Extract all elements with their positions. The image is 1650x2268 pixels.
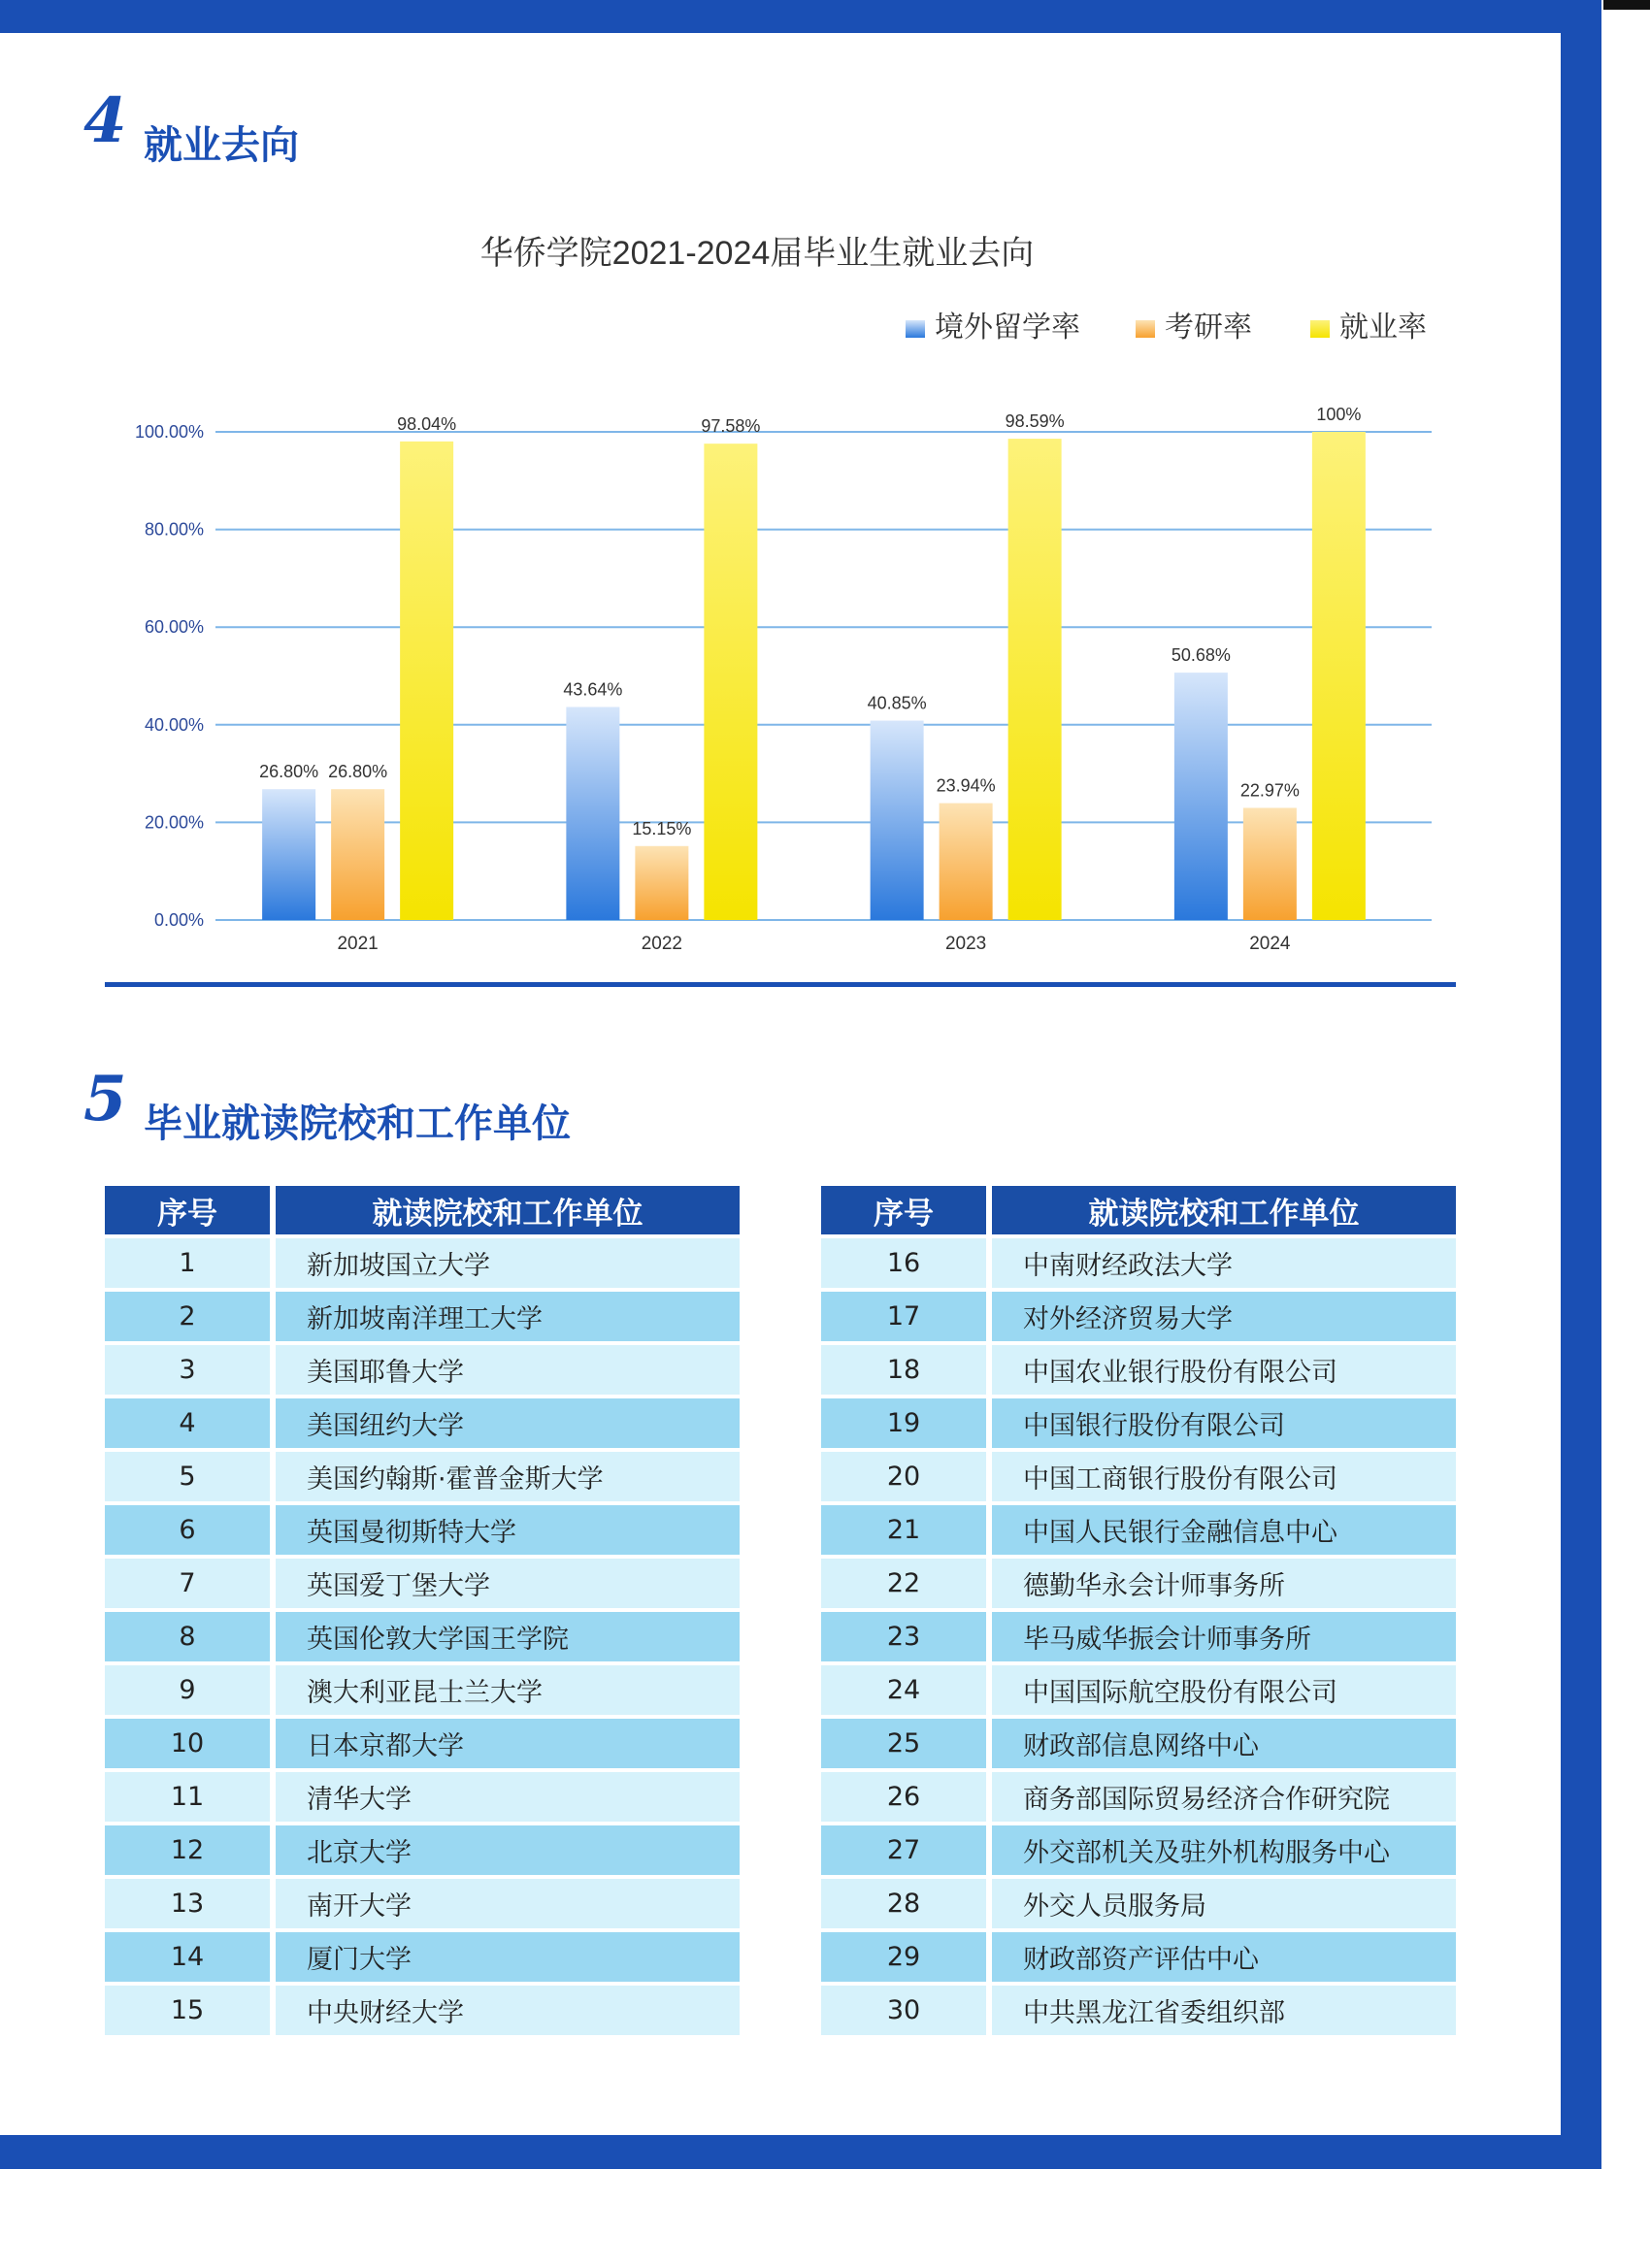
legend-swatch	[1310, 320, 1330, 338]
row-number: 22	[821, 1559, 986, 1608]
table-row	[105, 1879, 740, 1928]
table-row	[105, 1986, 740, 2035]
y-tick-label: 40.00%	[144, 714, 204, 735]
table-row	[821, 1292, 1456, 1341]
y-tick-label: 80.00%	[144, 519, 204, 540]
chart-divider	[105, 982, 1456, 987]
row-unit-name: 中央财经大学	[276, 1986, 740, 2035]
row-number: 27	[821, 1825, 986, 1875]
row-number: 1	[105, 1238, 270, 1288]
row-number: 2	[105, 1292, 270, 1341]
table-row	[105, 1772, 740, 1822]
table-row	[821, 1932, 1456, 1982]
table-row	[821, 1559, 1456, 1608]
row-number: 24	[821, 1665, 986, 1715]
row-unit-name: 中国工商银行股份有限公司	[992, 1452, 1456, 1501]
row-unit-name: 财政部信息网络中心	[992, 1719, 1456, 1768]
table-row	[821, 1665, 1456, 1715]
table-row	[105, 1505, 740, 1555]
table-row	[105, 1665, 740, 1715]
row-number: 9	[105, 1665, 270, 1715]
row-unit-name: 中共黑龙江省委组织部	[992, 1986, 1456, 2035]
data-label: 22.97%	[1239, 780, 1300, 801]
data-label: 50.68%	[1171, 645, 1231, 666]
row-number: 14	[105, 1932, 270, 1982]
row-number: 3	[105, 1345, 270, 1395]
row-unit-name: 德勤华永会计师事务所	[992, 1559, 1456, 1608]
section-number: 4	[83, 84, 127, 157]
row-unit-name: 英国伦敦大学国王学院	[276, 1612, 740, 1661]
table-row	[105, 1612, 740, 1661]
row-unit-name: 中国银行股份有限公司	[992, 1398, 1456, 1448]
row-unit-name: 外交部机关及驻外机构服务中心	[992, 1825, 1456, 1875]
x-tick-label: 2023	[944, 934, 987, 954]
table-row	[105, 1398, 740, 1448]
row-number: 18	[821, 1345, 986, 1395]
table-row	[821, 1612, 1456, 1661]
row-number: 12	[105, 1825, 270, 1875]
row-unit-name: 对外经济贸易大学	[992, 1292, 1456, 1341]
row-number: 13	[105, 1879, 270, 1928]
row-number: 28	[821, 1879, 986, 1928]
row-unit-name: 英国曼彻斯特大学	[276, 1505, 740, 1555]
row-unit-name: 新加坡国立大学	[276, 1238, 740, 1288]
row-number: 21	[821, 1505, 986, 1555]
row-unit-name: 南开大学	[276, 1879, 740, 1928]
section-title: 毕业就读院校和工作单位	[144, 1101, 571, 1146]
data-label: 15.15%	[632, 818, 692, 838]
x-tick-label: 2021	[337, 934, 379, 954]
row-number: 10	[105, 1719, 270, 1768]
legend-label: 就业率	[1339, 312, 1427, 344]
row-unit-name: 清华大学	[276, 1772, 740, 1822]
header-unit: 就读院校和工作单位	[276, 1186, 740, 1234]
table-body	[821, 1238, 1456, 2035]
x-tick-label: 2024	[1249, 934, 1291, 954]
row-number: 20	[821, 1452, 986, 1501]
section-title: 就业去向	[144, 123, 299, 168]
table-body	[105, 1238, 740, 2035]
row-number: 25	[821, 1719, 986, 1768]
table-row	[821, 1772, 1456, 1822]
chart-legend	[906, 312, 1427, 344]
row-unit-name: 美国耶鲁大学	[276, 1345, 740, 1395]
row-number: 7	[105, 1559, 270, 1608]
y-tick-label: 100.00%	[134, 422, 204, 442]
bar	[566, 707, 619, 920]
table-row	[105, 1932, 740, 1982]
table-row	[821, 1345, 1456, 1395]
bar	[704, 444, 757, 920]
row-unit-name: 厦门大学	[276, 1932, 740, 1982]
bar	[400, 442, 453, 920]
legend-label: 考研率	[1165, 312, 1252, 344]
table-header	[105, 1186, 740, 1234]
bar	[635, 846, 688, 920]
chart-bars	[259, 405, 1366, 920]
y-tick-label: 0.00%	[153, 910, 204, 930]
table-row	[105, 1238, 740, 1288]
table-row	[105, 1559, 740, 1608]
row-unit-name: 中南财经政法大学	[992, 1238, 1456, 1288]
table-row	[821, 1825, 1456, 1875]
table-header	[821, 1186, 1456, 1234]
row-unit-name: 澳大利亚昆士兰大学	[276, 1665, 740, 1715]
table-row	[821, 1398, 1456, 1448]
row-number: 8	[105, 1612, 270, 1661]
table-row	[821, 1238, 1456, 1288]
data-label: 23.94%	[936, 775, 996, 796]
row-unit-name: 北京大学	[276, 1825, 740, 1875]
row-unit-name: 外交人员服务局	[992, 1879, 1456, 1928]
data-label: 26.80%	[259, 762, 319, 782]
row-unit-name: 美国纽约大学	[276, 1398, 740, 1448]
row-number: 5	[105, 1452, 270, 1501]
bar	[940, 804, 993, 920]
data-label: 26.80%	[328, 762, 388, 782]
page-frame-right	[1561, 0, 1601, 2169]
x-tick-label: 2022	[641, 934, 683, 954]
table-row	[105, 1719, 740, 1768]
data-label: 97.58%	[701, 416, 761, 437]
corner-mark	[1603, 0, 1650, 10]
bar	[1008, 439, 1062, 920]
row-number: 17	[821, 1292, 986, 1341]
bar	[1174, 673, 1228, 920]
row-number: 6	[105, 1505, 270, 1555]
data-label: 98.59%	[1005, 411, 1065, 432]
destination-table-right	[821, 1186, 1456, 2035]
bar	[262, 789, 315, 920]
bar	[331, 789, 384, 920]
row-number: 23	[821, 1612, 986, 1661]
bar	[1312, 432, 1366, 920]
bar	[871, 721, 924, 920]
destination-table-left	[105, 1186, 740, 2035]
row-number: 4	[105, 1398, 270, 1448]
chart-title: 华侨学院2021-2024届毕业生就业去向	[479, 235, 1035, 272]
y-tick-label: 60.00%	[144, 617, 204, 638]
table-row	[105, 1292, 740, 1341]
row-number: 30	[821, 1986, 986, 2035]
table-row	[821, 1719, 1456, 1768]
row-number: 29	[821, 1932, 986, 1982]
row-number: 26	[821, 1772, 986, 1822]
row-unit-name: 中国国际航空股份有限公司	[992, 1665, 1456, 1715]
data-label: 100%	[1316, 405, 1362, 424]
header-number: 序号	[821, 1186, 986, 1234]
row-unit-name: 中国人民银行金融信息中心	[992, 1505, 1456, 1555]
header-unit: 就读院校和工作单位	[992, 1186, 1456, 1234]
legend-swatch	[1136, 320, 1155, 338]
data-label: 40.85%	[867, 693, 927, 713]
page-frame-top	[0, 0, 1601, 33]
table-row	[105, 1452, 740, 1501]
chart-grid	[135, 422, 1432, 930]
row-unit-name: 毕马威华振会计师事务所	[992, 1612, 1456, 1661]
row-number: 15	[105, 1986, 270, 2035]
row-unit-name: 财政部资产评估中心	[992, 1932, 1456, 1982]
row-unit-name: 商务部国际贸易经济合作研究院	[992, 1772, 1456, 1822]
row-unit-name: 中国农业银行股份有限公司	[992, 1345, 1456, 1395]
table-row	[821, 1505, 1456, 1555]
row-number: 11	[105, 1772, 270, 1822]
employment-bar-chart	[97, 218, 1456, 966]
row-number: 19	[821, 1398, 986, 1448]
page-frame-bottom	[0, 2135, 1601, 2169]
row-number: 16	[821, 1238, 986, 1288]
table-row	[821, 1986, 1456, 2035]
table-row	[105, 1345, 740, 1395]
bar	[1243, 807, 1297, 920]
legend-label: 境外留学率	[935, 312, 1080, 344]
x-axis-labels	[337, 934, 1290, 954]
y-tick-label: 20.00%	[144, 812, 204, 833]
section-number: 5	[83, 1063, 127, 1135]
data-label: 98.04%	[397, 413, 457, 434]
table-row	[105, 1825, 740, 1875]
legend-swatch	[906, 320, 925, 338]
row-unit-name: 新加坡南洋理工大学	[276, 1292, 740, 1341]
table-row	[821, 1452, 1456, 1501]
table-row	[821, 1879, 1456, 1928]
data-label: 43.64%	[563, 679, 623, 700]
row-unit-name: 英国爱丁堡大学	[276, 1559, 740, 1608]
row-unit-name: 日本京都大学	[276, 1719, 740, 1768]
row-unit-name: 美国约翰斯·霍普金斯大学	[276, 1452, 740, 1501]
header-number: 序号	[105, 1186, 270, 1234]
